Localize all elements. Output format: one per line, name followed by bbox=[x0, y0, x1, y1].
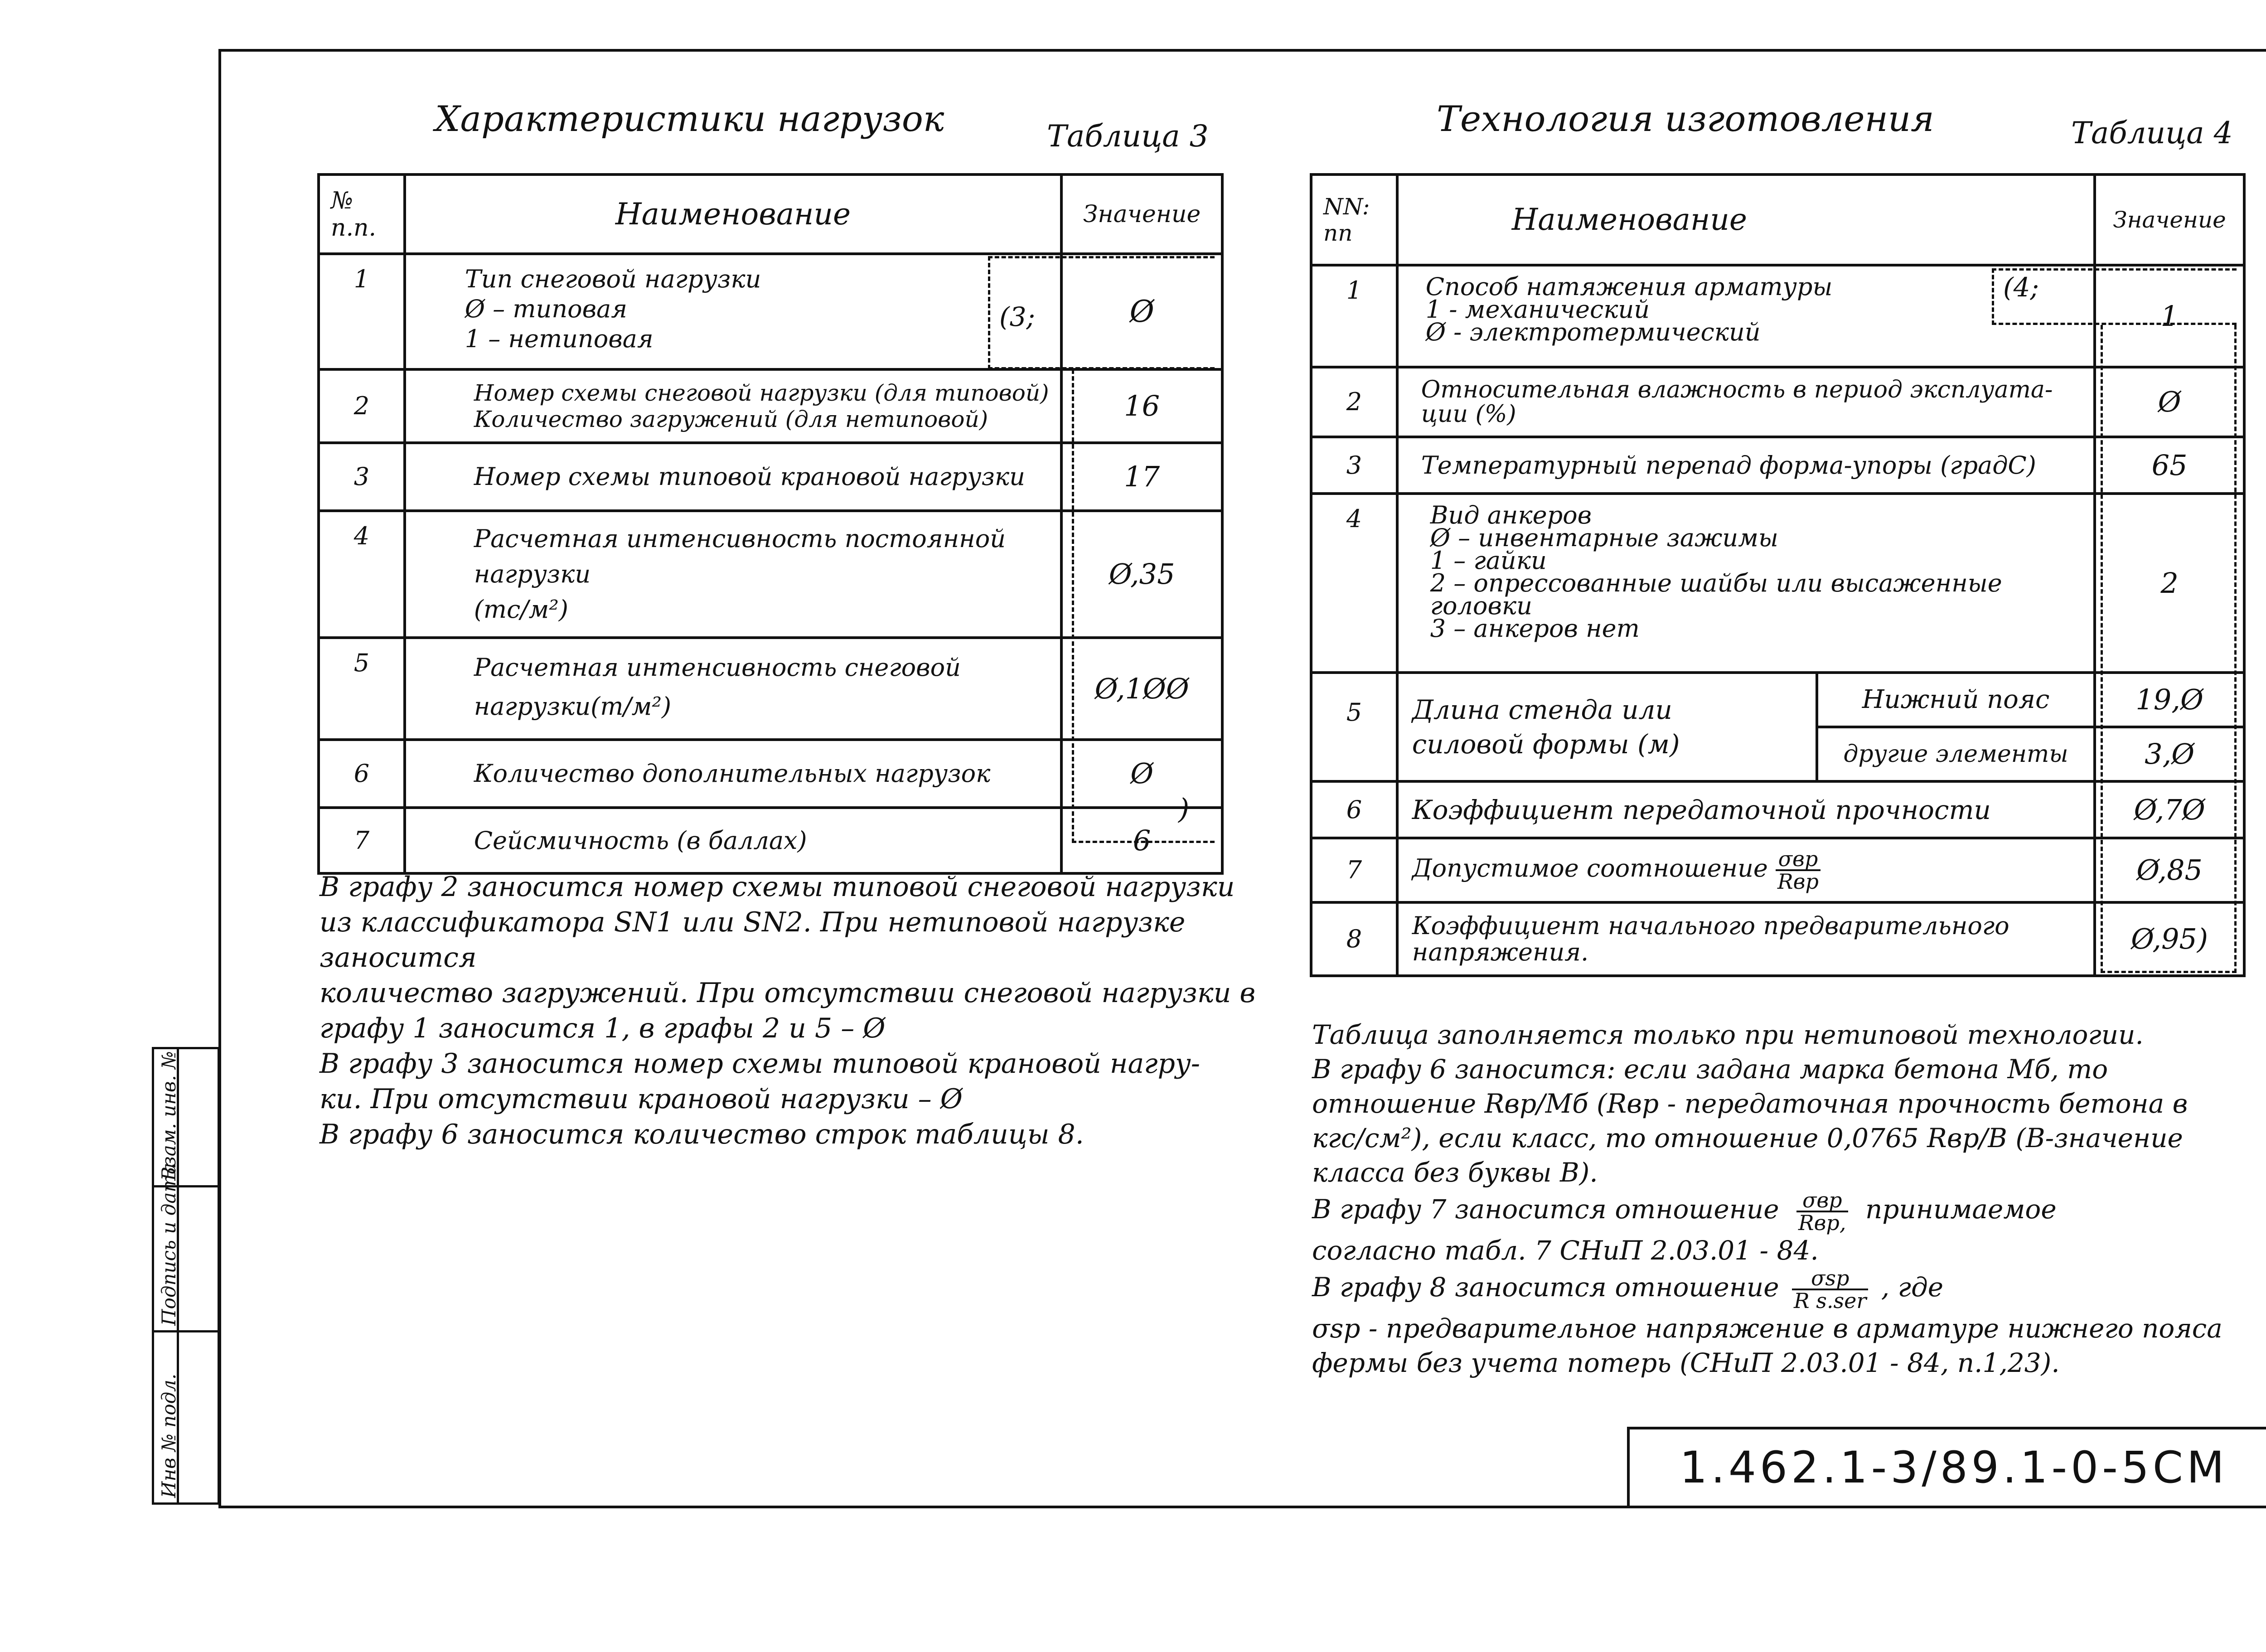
row-no: 8 bbox=[1311, 902, 1397, 976]
note-line: Таблица заполняется только при нетиповой технологии. bbox=[1312, 1019, 2144, 1050]
table4-bracket bbox=[2101, 325, 2237, 973]
title-block bbox=[1627, 1427, 2266, 1508]
row-no: 3 bbox=[1311, 437, 1397, 494]
side-stamp-signature: Подпись и дата bbox=[158, 1163, 180, 1326]
table3-bracket-open: (3; bbox=[999, 301, 1036, 332]
table3-notes bbox=[320, 869, 1262, 1152]
row-value: Ø bbox=[1061, 740, 1222, 808]
row-value: 19,Ø bbox=[2095, 673, 2244, 727]
row-value: 17 bbox=[1061, 443, 1222, 511]
fraction-denominator: Rвр, bbox=[1798, 1211, 1846, 1235]
row-name: Коэффициент передаточной прочности bbox=[1397, 781, 2095, 838]
row-name: Вид анкеров Ø – инвентарные зажимы 1 – гайки 2 – опрессованные шайбы или высаженные головки 3 – анкеров нет bbox=[1397, 494, 2095, 673]
note-line bbox=[1312, 1190, 2266, 1233]
ratio-fraction bbox=[1792, 1268, 1868, 1311]
fraction-numerator: σsp bbox=[1792, 1268, 1868, 1290]
row-value: 2 bbox=[2095, 494, 2244, 673]
row-subname: другие элементы bbox=[1817, 727, 2095, 781]
note-line bbox=[1312, 1268, 2266, 1311]
row-name: Номер схемы типовой крановой нагрузки bbox=[405, 443, 1062, 511]
table3-title: Характеристики нагрузок bbox=[435, 99, 944, 140]
ratio-fraction bbox=[1776, 848, 1821, 892]
row-no: 5 bbox=[319, 638, 405, 740]
note-line: количество загружений. При отсутствии снеговой нагрузки в bbox=[320, 977, 1256, 1009]
row-name: Способ натяжения арматуры 1 - механический Ø - электротермический bbox=[1397, 265, 2095, 367]
row-no: 4 bbox=[319, 511, 405, 638]
fraction-denominator: R s.ser bbox=[1794, 1289, 1867, 1313]
row-subname: Нижний пояс bbox=[1817, 673, 2095, 727]
table3-header-value: Значение bbox=[1061, 174, 1222, 254]
side-stamp-inv-no: Инв № подл. bbox=[158, 1373, 180, 1498]
row-name-cell bbox=[1397, 838, 2095, 902]
row-name: Относительная влажность в период эксплуата- ции (%) bbox=[1397, 367, 2095, 437]
note-text: В графу 7 заносится отношение bbox=[1312, 1194, 1779, 1225]
row-no: 5 bbox=[1311, 673, 1397, 781]
note-line: фермы без учета потерь (СНиП 2.03.01 - 84, п.1,23). bbox=[1312, 1347, 2060, 1378]
row-value: Ø,95) bbox=[2095, 902, 2244, 976]
note-line: ки. При отсутствии крановой нагрузки – Ø bbox=[320, 1083, 963, 1115]
row-name: Тип снеговой нагрузки Ø – типовая 1 – нетиповая bbox=[405, 254, 1062, 369]
row-name: Номер схемы снеговой нагрузки (для типовой) Количество загружений (для нетиповой) bbox=[405, 369, 1062, 443]
side-stamp-replacement: Взам. инв. № bbox=[158, 1051, 180, 1181]
table4-header-value: Значение bbox=[2095, 174, 2244, 265]
row-no: 2 bbox=[319, 369, 405, 443]
fraction-numerator: σвр bbox=[1776, 848, 1821, 871]
row-name: Количество дополнительных нагрузок bbox=[405, 740, 1062, 808]
row-no: 6 bbox=[1311, 781, 1397, 838]
fraction-numerator: σвр bbox=[1796, 1190, 1848, 1212]
row-no: 1 bbox=[319, 254, 405, 369]
row-value: Ø,7Ø bbox=[2095, 781, 2244, 838]
note-line: В графу 6 заносится: если задана марка бетона Мб, то bbox=[1312, 1054, 2108, 1085]
table4-label: Таблица 4 bbox=[2071, 116, 2233, 150]
row-value: Ø,1ØØ bbox=[1061, 638, 1222, 740]
row-value: Ø bbox=[2095, 367, 2244, 437]
row-name: Сейсмичность (в баллах) bbox=[405, 808, 1062, 873]
note-text: В графу 8 заносится отношение bbox=[1312, 1272, 1779, 1303]
row-value: Ø,35 bbox=[1061, 511, 1222, 638]
row-name: Длина стенда или силовой формы (м) bbox=[1397, 673, 1817, 781]
row-value: 3,Ø bbox=[2095, 727, 2244, 781]
table3-header-name: Наименование bbox=[405, 174, 1062, 254]
note-line: кгс/см²), если класс, то отношение 0,0765 Rвр/В (В-значение bbox=[1312, 1123, 2183, 1153]
side-stamp bbox=[152, 1047, 220, 1505]
row-value: 6 bbox=[1061, 808, 1222, 873]
row-value: 65 bbox=[2095, 437, 2244, 494]
row-value: 16 bbox=[1061, 369, 1222, 443]
row-no: 7 bbox=[1311, 838, 1397, 902]
row-no: 2 bbox=[1311, 367, 1397, 437]
note-line: В графу 3 заносится номер схемы типовой крановой нагру- bbox=[320, 1048, 1201, 1080]
table4-notes bbox=[1312, 1017, 2266, 1380]
table4-header-no: NN: пп bbox=[1311, 174, 1397, 265]
row-name: Коэффициент начального предварительного напряжения. bbox=[1397, 902, 2095, 976]
note-line: σsp - предварительное напряжение в арматуре нижнего пояса bbox=[1312, 1313, 2222, 1344]
table3-label: Таблица 3 bbox=[1047, 119, 1209, 154]
table4-title: Технология изготовления bbox=[1437, 99, 1934, 140]
note-text: , где bbox=[1881, 1272, 1944, 1303]
note-line: отношение Rвр/Мб (Rвр - передаточная прочность бетона в bbox=[1312, 1088, 2188, 1119]
document-code: 1.462.1-3/89.1-0-5CM bbox=[1680, 1442, 2228, 1493]
row-name: Температурный перепад форма-упоры (градС) bbox=[1397, 437, 2095, 494]
row-no: 1 bbox=[1311, 265, 1397, 367]
row-name: Расчетная интенсивность снеговой нагрузки(т/м²) bbox=[405, 638, 1062, 740]
row-no: 3 bbox=[319, 443, 405, 511]
table3-header-no: № п.п. bbox=[319, 174, 405, 254]
note-line: В графу 2 заносится номер схемы типовой снеговой нагрузки bbox=[320, 871, 1235, 903]
note-text: принимаемое bbox=[1865, 1194, 2057, 1225]
row-value: Ø bbox=[1061, 254, 1222, 369]
row-value: 1 bbox=[2095, 265, 2244, 367]
note-line: класса без буквы В). bbox=[1312, 1157, 1598, 1188]
note-line: В графу 6 заносится количество строк таблицы 8. bbox=[320, 1119, 1084, 1150]
ratio-fraction bbox=[1796, 1190, 1848, 1233]
fraction-denominator: Rвр bbox=[1777, 869, 1819, 894]
table4-header-name: Наименование bbox=[1397, 174, 2095, 265]
row-no: 6 bbox=[319, 740, 405, 808]
table4-bracket-open: (4; bbox=[2003, 272, 2039, 303]
table3-bracket-close: ) bbox=[1178, 792, 1190, 825]
note-line: из классификатора SN1 или SN2. При нетиповой нагрузке заносится bbox=[320, 906, 1186, 974]
row-no: 7 bbox=[319, 808, 405, 873]
row-name: Допустимое соотношение bbox=[1412, 854, 1768, 882]
note-line: графу 1 заносится 1, в графы 2 и 5 – Ø bbox=[320, 1013, 886, 1044]
table3-bracket bbox=[1072, 369, 1215, 843]
row-no: 4 bbox=[1311, 494, 1397, 673]
note-line: согласно табл. 7 СНиП 2.03.01 - 84. bbox=[1312, 1235, 1819, 1266]
row-value: Ø,85 bbox=[2095, 838, 2244, 902]
row-name: Расчетная интенсивность постоянной нагрузки (тс/м²) bbox=[405, 511, 1062, 638]
